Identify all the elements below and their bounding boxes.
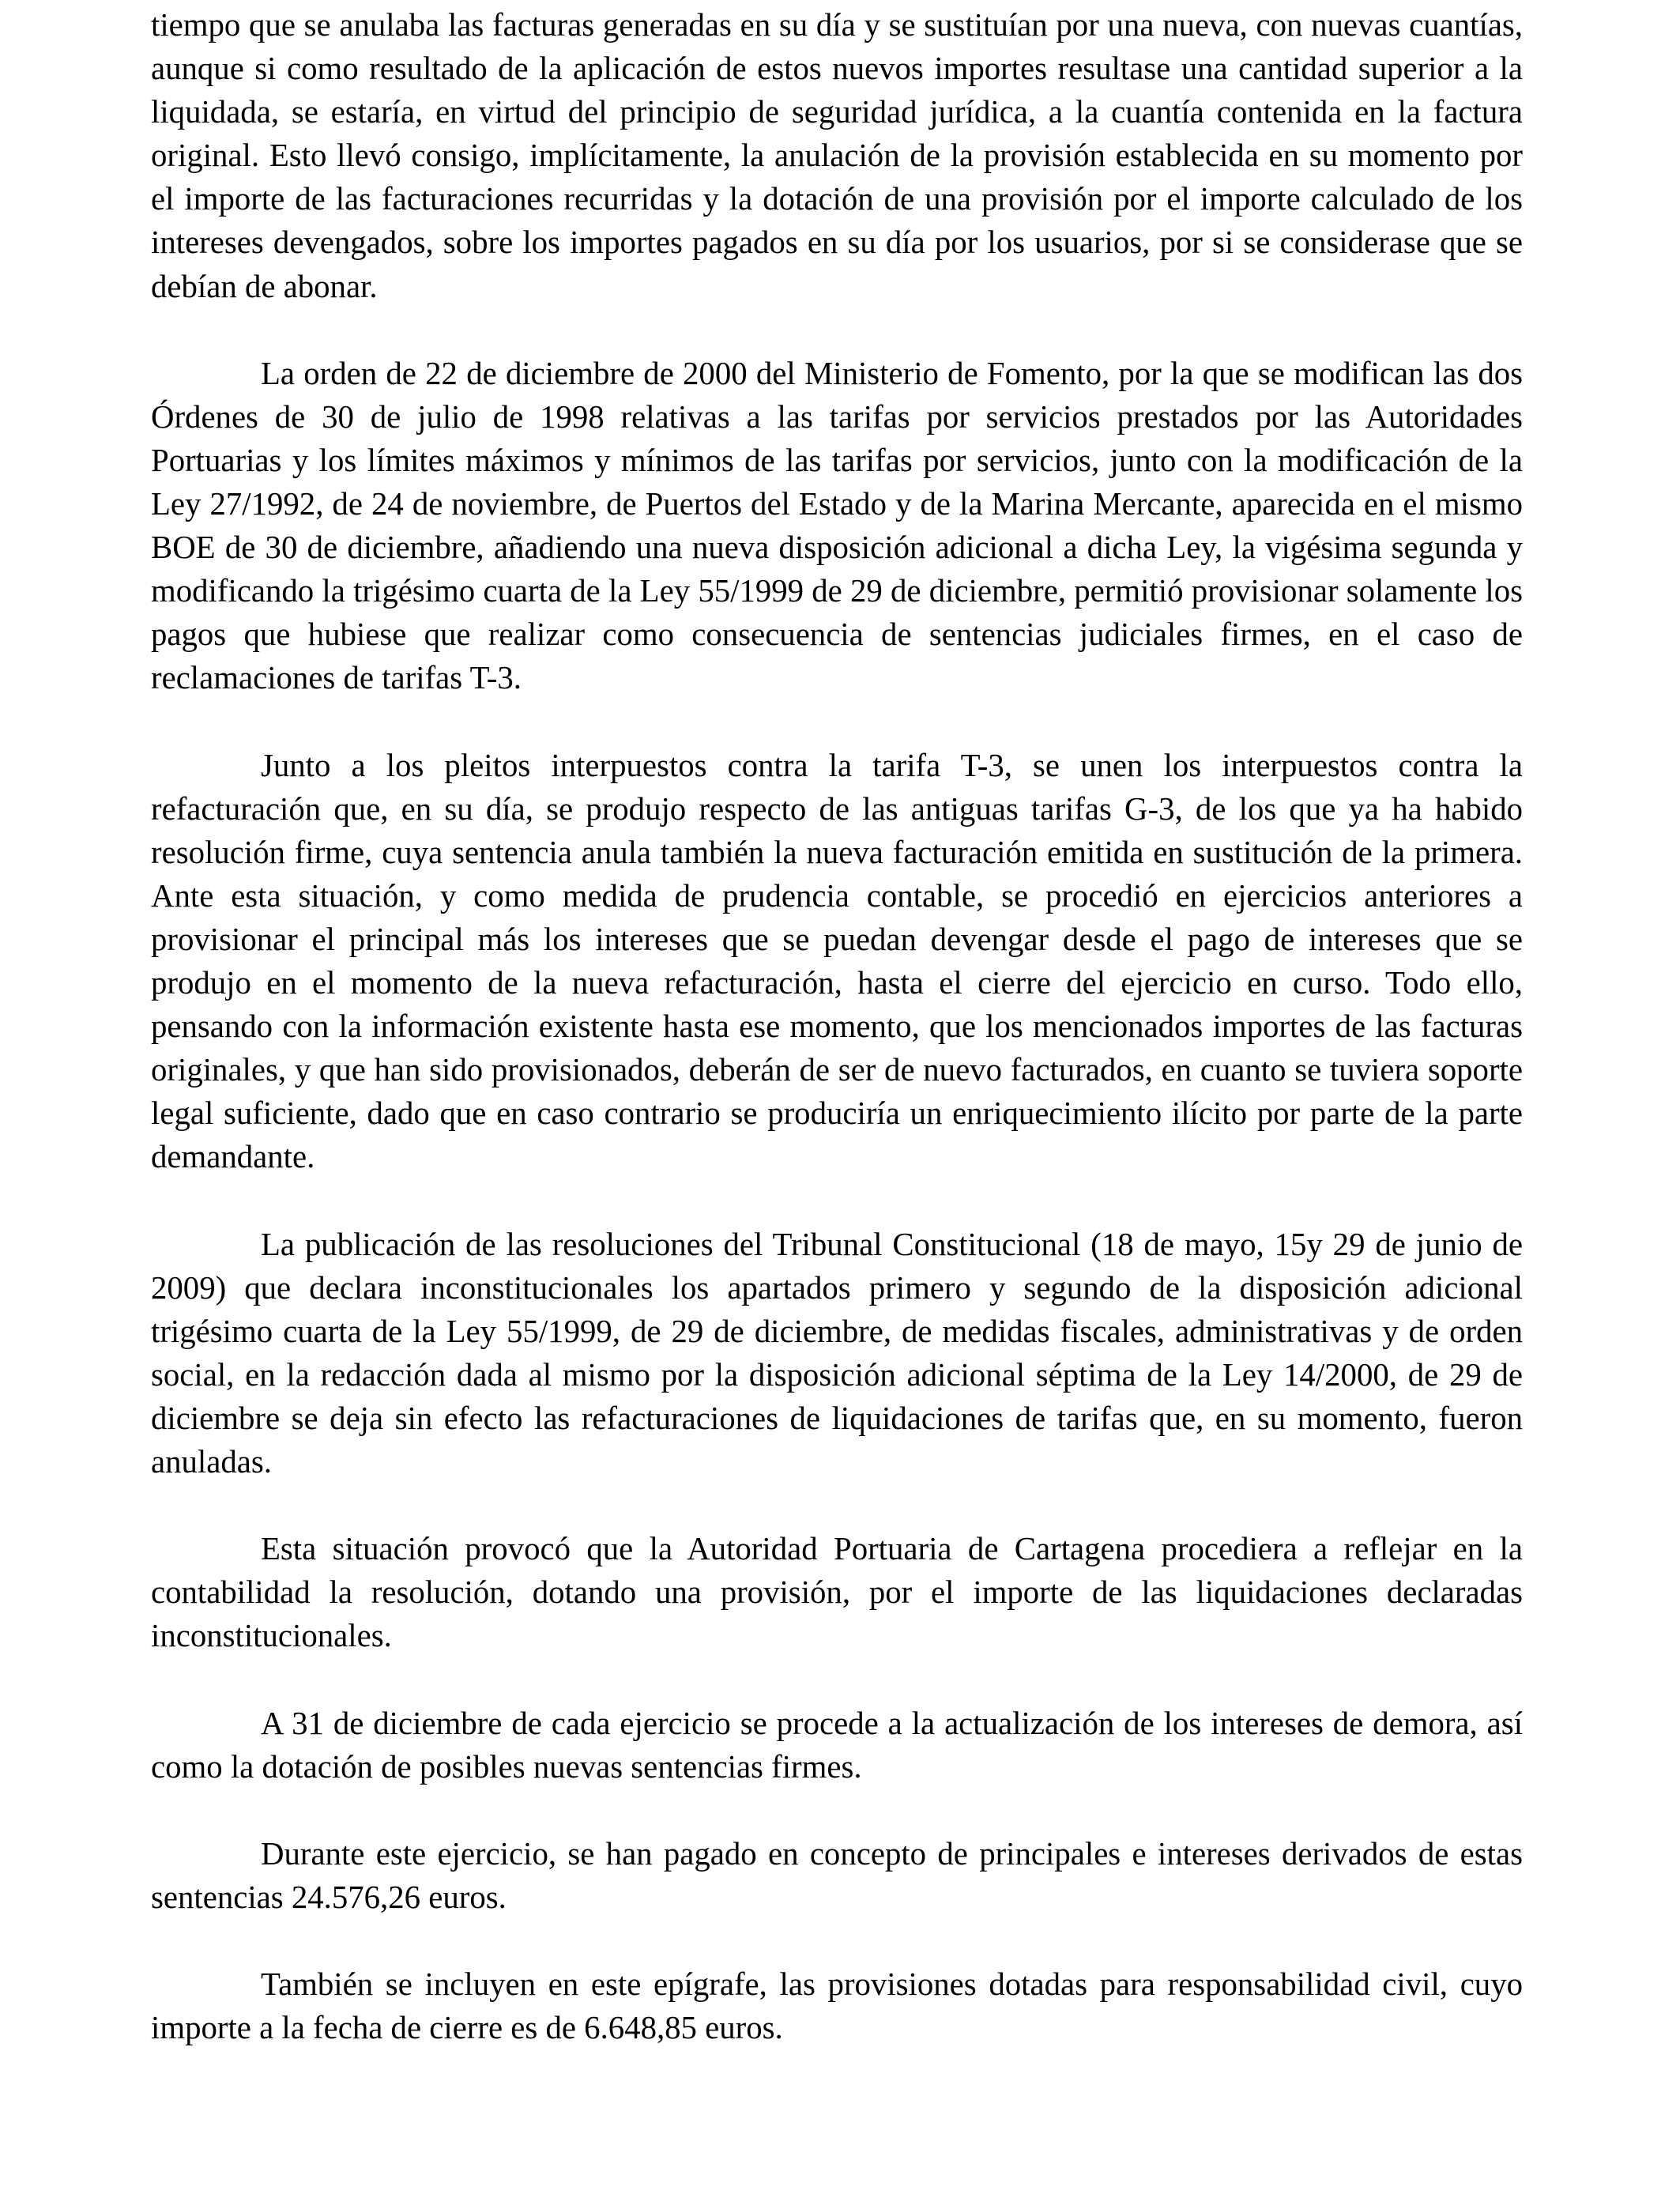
paragraph-intereses-demora: A 31 de diciembre de cada ejercicio se procede a la actualización de los intereses de demora, así como la dotación de posibles nuevas sentencias firmes.	[151, 1705, 1523, 1785]
paragraph-responsabilidad-civil: También se incluyen en este epígrafe, las provisiones dotadas para responsabilidad civil, cuyo importe a la fecha de cierre es de 6.648,85 euros.	[151, 1966, 1523, 2046]
paragraph-continuation: tiempo que se anulaba las facturas generadas en su día y se sustituían por una nueva, con nuevas cuantías, aunque si como resultado de la aplicación de estos nuevos importes resultase una cantidad superior a la liquidada, se estaría, en virtud del principio de seguridad jurídica, a la cuantía contenida en la factura original. Esto llevó consigo, implícitamente, la anulación de la provisión establecida en su momento por el importe de las facturaciones recurridas y la dotación de una provisión por el importe calculado de los intereses devengados, sobre los importes pagados en su día por los usuarios, por si se considerase que se debían de abonar.	[151, 7, 1523, 304]
paragraph-pagos-ejercicio: Durante este ejercicio, se han pagado en concepto de principales e intereses derivados de estas sentencias 24.576,26 euros.	[151, 1835, 1523, 1916]
document-page	[151, 3, 1523, 2094]
paragraph-orden-2000: La orden de 22 de diciembre de 2000 del Ministerio de Fomento, por la que se modifican las dos Órdenes de 30 de julio de 1998 relativas a las tarifas por servicios prestados por las Autoridades Portuarias y los límites máximos y mínimos de las tarifas por servicios, junto con la modificación de la Ley 27/1992, de 24 de noviembre, de Puertos del Estado y de la Marina Mercante, aparecida en el mismo BOE de 30 de diciembre, añadiendo una nueva disposición adicional a dicha Ley, la vigésima segunda y modificando la trigésimo cuarta de la Ley 55/1999 de 29 de diciembre, permitió provisionar solamente los pagos que hubiese que realizar como consecuencia de sentencias judiciales firmes, en el caso de reclamaciones de tarifas T-3.	[151, 355, 1523, 696]
paragraph-pleitos-t3: Junto a los pleitos interpuestos contra la tarifa T-3, se unen los interpuestos contra la refacturación que, en su día, se produjo respecto de las antiguas tarifas G-3, de los que ya ha habido resolución firme, cuya sentencia anula también la nueva facturación emitida en sustitución de la primera. Ante esta situación, y como medida de prudencia contable, se procedió en ejercicios anteriores a provisionar el principal más los intereses que se puedan devengar desde el pago de intereses que se produjo en el momento de la nueva refacturación, hasta el cierre del ejercicio en curso. Todo ello, pensando con la información existente hasta ese momento, que los mencionados importes de las facturas originales, y que han sido provisionados, deberán de ser de nuevo facturados, en cuanto se tuviera soporte legal suficiente, dado que en caso contrario se produciría un enriquecimiento ilícito por parte de la parte demandante.	[151, 747, 1523, 1175]
paragraph-tribunal-constitucional: La publicación de las resoluciones del Tribunal Constitucional (18 de mayo, 15y 29 de junio de 2009) que declara inconstitucionales los apartados primero y segundo de la disposición adicional trigésimo cuarta de la Ley 55/1999, de 29 de diciembre, de medidas fiscales, administrativas y de orden social, en la redacción dada al mismo por la disposición adicional séptima de la Ley 14/2000, de 29 de diciembre se deja sin efecto las refacturaciones de liquidaciones de tarifas que, en su momento, fueron anuladas.	[151, 1226, 1523, 1480]
paragraph-autoridad-portuaria: Esta situación provocó que la Autoridad Portuaria de Cartagena procediera a reflejar en la contabilidad la resolución, dotando una provisión, por el importe de las liquidaciones declaradas inconstitucionales.	[151, 1531, 1523, 1654]
